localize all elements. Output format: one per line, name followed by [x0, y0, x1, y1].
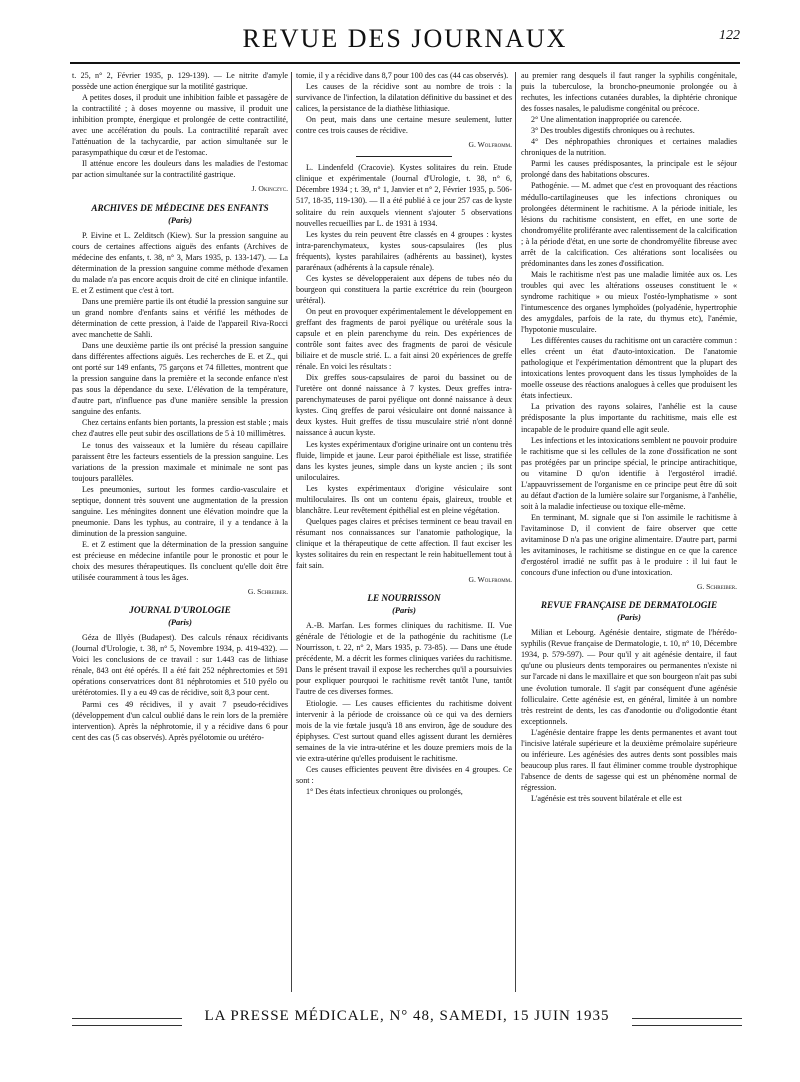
paragraph: t. 25, n° 2, Février 1935, p. 129-139). — Le nitrite d'amyle possède une action énergique sur la motilité gastrique.: [72, 71, 288, 92]
paragraph: L'agénésie est très souvent bilatérale et elle est: [531, 794, 682, 803]
paragraph: Dix greffes sous-capsulaires de paroi du bassinet ou de l'uretère ont donné naissance à 7 kystes. Deux greffes intra-parenchymateuses de paroi pyélique ont donné naissance à deux kystes. Cinq greffes de paroi vésiculaire ont donné naissance à deux kystes. Huit greffes de tissu musculaire strié n'ont donné naissance à aucun kyste.: [296, 373, 512, 438]
paragraph: Ces kystes se développeraient aux dépens de tubes néo du bourgeon qui constituera la partie excrétrice du rein (bourgeon urétéral).: [296, 273, 512, 305]
text-column-1: [72, 70, 288, 1000]
paragraph: Dans une première partie ils ont étudié la pression sanguine sur un grand nombre d'enfants sains et vérifié les méthodes de détermination de cette pression, à l'aide de l'appareil Riva-Rocci avec manchette de Sahli.: [72, 296, 288, 340]
paragraph: On peut en provoquer expérimentalement le développement en greffant des fragments de paroi pyélique ou urétérale sous la capsule et en plein parenchyme du rein. Des expériences de contrôle sont faites avec des fragments de paroi de vésicule biliaire et de muscle strié. L. a fait ainsi 20 expériences de greffe rénale. En voici les résultats :: [296, 306, 512, 372]
section-heading: LE NOURRISSON: [367, 593, 441, 604]
section-subheading: (Paris): [168, 215, 192, 225]
paragraph: Milian et Lebourg. Agénésie dentaire, stigmate de l'hérédo-syphilis (Revue française de Dermatologie, t. 10, n° 10, Décembre 1934, p. 579-597). — Pour qu'il y ait agénésie dentaire, il faut qu'une ou plusieurs dents temporaires ou permanentes n'existe ni sur l'arcade ni dans le maxillaire et que son bourgeon n'ait pas subi une évolution tumorale. Il s'agit par conséquent d'une agénésie folliculaire. Cette agénésie est, en général, limitée à un nombre très restreint de dents, les cas d'anodontie ou d'oligodontie étant exceptionnels.: [521, 628, 737, 726]
paragraph: Le tonus des vaisseaux et la lumière du réseau capillaire paraissent être les facteurs essentiels de la pression sanguine. Les variations de la pression maximale et minimale ne sont pas toujours parallèles.: [72, 440, 288, 483]
footer-publication-line: LA PRESSE MÉDICALE, N° 48, SAMEDI, 15 JUIN 1935: [204, 1008, 610, 1024]
section-heading: JOURNAL D'UROLOGIE: [129, 605, 231, 616]
paragraph: Géza de Illyès (Budapest). Des calculs rénaux récidivants (Journal d'Urologie, t. 38, n° 5, Novembre 1934, p. 419-432). — Voici les conclusions de ce travail : sur 1.443 cas de lithiase rénale, 843 ont été opérés. Il a été fait 252 néphrectomies et 591 opérations conservatrices dont 81 néphrotomies et 510 pyélo ou urétérotomies. Il y a eu 49 cas de récidive, soit 8,3 pour cent.: [72, 633, 288, 698]
paragraph: Les kystes du rein peuvent être classés en 4 groupes : kystes intra-parenchymateux, kystes sous-capsulaires (les plus fréquents), kystes parahilaires (adhérents au bassinet), kystes pararénaux (adhérents à la capsule rénale).: [296, 229, 512, 272]
section-subheading: (Paris): [617, 613, 641, 623]
separator-rule: [356, 156, 452, 157]
paragraph: Les différentes causes du rachitisme ont un caractère commun : elles créent un état d'auto-intoxication. De l'anatomie pathologique et l'expérimentation démontrent que la plupart des intoxications lentes provoquent dans les tissus lymphoïdes de la moelle osseuse des réactions analogues à celles que produisent les états infectieux.: [521, 336, 737, 401]
paragraph: Quelques pages claires et précises terminent ce beau travail en résumant nos connaissances sur l'anatomie pathologique, la clinique et la thérapeutique de cette affection. Il faut exciser les kystes solitaires du rein en respectant le rein habituellement tout à fait sain.: [296, 516, 512, 571]
paragraph: Etiologie. — Les causes efficientes du rachitisme doivent intervenir à la période de croissance où ce qui va des derniers mois de la vie fœtale jusqu'à 18 ans environ, âge de soudure des épiphyses. C'est surtout quand elles agissent durant les dernières semaines de la vie intra-utérine et les douze premiers mois de la vie extra-utérine qu'elles produisent le rachitisme.: [296, 698, 512, 763]
paragraph: Pathogénie. — M. admet que c'est en provoquant des réactions médullo-cartilagineuses que les infections chroniques ou prolongées déterminent le rachitisme. A la période initiale, les lésions du rachitisme consistent, en effet, en une sorte de chondromyélite proliférante avec ralentissement de la calcification ; à la période d'état, en une sorte de chondromyélite fibreuse avec arrêt de la calcification. Ces altérations sont localisées ou prédominantes dans les zones d'ossification.: [521, 181, 737, 268]
paragraph: Les pneumonies, surtout les formes cardio-vasculaire et septique, donnent très souvent une augmentation de la pression sanguine. Les méningites donnent une élévation moindre que la pneumonie. Dans les typhus, au contraire, il y a tendance à la diminution de la pression sanguine.: [72, 484, 288, 538]
text-column-2: [296, 70, 512, 1000]
author-signature: G. Schreiber.: [247, 587, 288, 597]
page-footer: [72, 1008, 742, 1032]
paragraph: L. Lindenfeld (Cracovie). Kystes solitaires du rein. Etude clinique et expérimentale (Journal d'Urologie, t. 38, n° 6, Décembre 1934 ; t. 39, n° 1, Janvier et n° 2, Février 1935, p. 506-517, 18-35, 119-130). — Il a été publié à ce jour 257 cas de kyste solitaire du rein auxquels viennent s'ajouter 5 observations nouvelles recueillies par L. de 1931 à 1934.: [296, 163, 512, 228]
paragraph: 4° Des néphropathies chroniques et certaines maladies chroniques de la nutrition.: [521, 137, 737, 158]
paragraph: En terminant, M. signale que si l'on assimile le rachitisme à l'avitaminose D, il convient de faire observer que cette avitaminose D n'a pas une origine alimentaire. D'autre part, parmi les avitaminoses, le rachitisme se distingue en ce que la carence d'ergostérol irradié ne suffit pas à le produire : il lui faut le concours d'une infection ou d'une intoxication.: [521, 512, 737, 578]
author-signature: G. Wolfromm.: [468, 140, 512, 150]
paragraph: On peut, mais dans une certaine mesure seulement, lutter contre ces trois causes de récidive.: [296, 115, 512, 136]
paragraph: Les kystes expérimentaux d'origine vésiculaire sont multiloculaires. Ils ont un contenu épais, glaireux, trouble et blanchâtre. Leur revêtement épithélial est en pleine végétation.: [296, 483, 512, 515]
text-column-3: [521, 70, 737, 1000]
page-number: 122: [719, 28, 740, 43]
column-divider: [291, 72, 292, 992]
paragraph: 2° Une alimentation inappropriée ou carencée.: [531, 115, 682, 125]
paragraph: A petites doses, il produit une inhibition faible et passagère de la contractilité ; à doses moyenne ou massive, il produit une inhibition prompte, énergique et prolongée de cette contractilité, avec une accélération du pouls. La contractilité reparaît avec l'atténuation de la tachycardie, par action simultanée sur le parasympathique du cœur et de l'estomac.: [72, 93, 288, 158]
paragraph: Les kystes expérimentaux d'origine urinaire ont un contenu très fluide, limpide et jaune. Leur paroi épithéliale est lisse, stratifiée dans les kystes jeunes, simple dans un kyste ancien ; ils sont uniloculaires.: [296, 439, 512, 482]
paragraph: tomie, il y a récidive dans 8,7 pour 100 des cas (44 cas observés).: [296, 71, 509, 80]
author-signature: G. Wolfromm.: [468, 575, 512, 585]
paragraph: La privation des rayons solaires, l'anhélie est la cause prédisposante la plus importante du rachitisme, mais elle est incapable de le produire quand elle agit seule.: [521, 402, 737, 434]
paragraph: au premier rang desquels il faut ranger la syphilis congénitale, puis la tuberculose, la broncho-pneumonie prolongée ou à rechutes, les infections cutanées durables, la diphtérie chronique des fosses nasales, le paludisme congénital ou précoce.: [521, 71, 737, 114]
paragraph: L'agénésie dentaire frappe les dents permanentes et avant tout l'incisive latérale supérieure et la deuxième prémolaire supérieure ou inférieure. Les agénésies des autres dents sont possibles mais beaucoup plus rares. Il faut éliminer comme trouble dystrophique l'absence de dents de sagesse qui est un phénomène normal de régression.: [521, 727, 737, 792]
journal-title: REVUE DES JOURNAUX: [242, 24, 568, 53]
section-heading: ARCHIVES DE MÉDECINE DES ENFANTS: [91, 202, 269, 213]
page-header: [70, 22, 740, 64]
paragraph: Il atténue encore les douleurs dans les maladies de l'estomac par action simultanée sur la contractilité gastrique.: [72, 159, 288, 180]
paragraph: 3° Des troubles digestifs chroniques ou à rechutes.: [531, 126, 695, 136]
paragraph: A.-B. Marfan. Les formes cliniques du rachitisme. II. Vue générale de l'étiologie et de la pathogénie du rachitisme (Le Nourrisson, t. 22, n° 2, Mars 1935, p. 73-85). — Dans une étude précédente, M. a décrit les formes cliniques variées du rachitisme. Dans le présent travail il expose les recherches qu'il a poursuivies pour expliquer pourquoi le rachitisme revêt tantôt l'une, tantôt l'autre de ces diverses formes.: [296, 621, 512, 697]
paragraph: Parmi ces 49 récidives, il y avait 7 pseudo-récidives (développement d'un calcul oublié dans le rein lors de la première intervention). Après la néphrotomie, il y a récidive dans 6 pour cent des cas (5 cas observés). Après pyélotomie ou urétéro-: [72, 699, 288, 742]
author-signature: G. Schreiber.: [696, 582, 737, 592]
section-heading: REVUE FRANÇAISE DE DERMATOLOGIE: [540, 600, 718, 611]
paragraph: P. Eivine et L. Zelditsch (Kiew). Sur la pression sanguine au cours de certaines affections aiguës des enfants (Archives de médecine des enfants, t. 38, n° 3, Mars 1935, p. 133-147). — La détermination de la pression sanguine comme méthode d'examen du malade n'a pas encore acquis droit de cité en clinique infantile. E. et Z estiment que c'est à tort.: [72, 230, 288, 295]
paragraph: E. et Z estiment que la détermination de la pression sanguine est précieuse en médecine infantile pour le pronostic et pour le choix des mesures thérapeutiques. Ils concluent qu'elle doit être utilisée couramment à tous les âges.: [72, 539, 288, 583]
paragraph: 1° Des états infectieux chroniques ou prolongés,: [306, 786, 463, 796]
paragraph: Dans une deuxième partie ils ont précisé la pression sanguine dans différentes affections aiguës. Les recherches de E. et Z., qui ont porté sur 149 enfants, 75 garçons et 74 fillettes, montrent que la pression sanguine dans la première et la seconde enfance n'est pas sous la dépendance du sexe. L'élévation de la température, d'autre part, n'influence pas d'une manière sensible la pression sanguine des enfants.: [72, 341, 288, 417]
author-signature: J. Okinczyc.: [251, 184, 288, 194]
section-subheading: (Paris): [392, 606, 416, 616]
paragraph: Les infections et les intoxications semblent ne pouvoir produire le rachitisme que si les cellules de la zone d'ossification ne sont pas protégées par un principe spécial, le principe antirachitique, ou vitamine D qu'on identifie à l'ergostérol irradié. L'appauvrissement de l'organisme en ce principe peut être dû soit au défaut d'action de la lumière solaire sur l'organisme, à l'anhélie, soit à la maladie infectieuse ou toxique elle-même.: [521, 435, 737, 511]
paragraph: Ces causes efficientes peuvent être divisées en 4 groupes. Ce sont :: [296, 764, 512, 785]
column-divider: [515, 72, 516, 992]
paragraph: Parmi les causes prédisposantes, la principale est le séjour prolongé dans des habitations obscures.: [521, 159, 737, 180]
paragraph: Chez certains enfants bien portants, la pression est stable ; mais chez d'autres elle peut subir des oscillations de 5 à 10 millimètres.: [72, 418, 288, 439]
paragraph: Les causes de la récidive sont au nombre de trois : la survivance de l'infection, la dilatation définitive du bassinet et des calices, la persistance de la diathèse lithiasique.: [296, 82, 512, 114]
paragraph: Mais le rachitisme n'est pas une maladie limitée aux os. Les troubles qui avec les altérations osseuses constituent le « syndrome rachitique » ou mieux l'ostéo-lymphatisme » sont l'intumescence des organes lymphoïdes (polyadénie, hypertrophie des amygdales, parfois de la rate, du thymus etc), l'anémie, l'hypotonie musculaire.: [521, 269, 737, 335]
section-subheading: (Paris): [168, 618, 192, 628]
